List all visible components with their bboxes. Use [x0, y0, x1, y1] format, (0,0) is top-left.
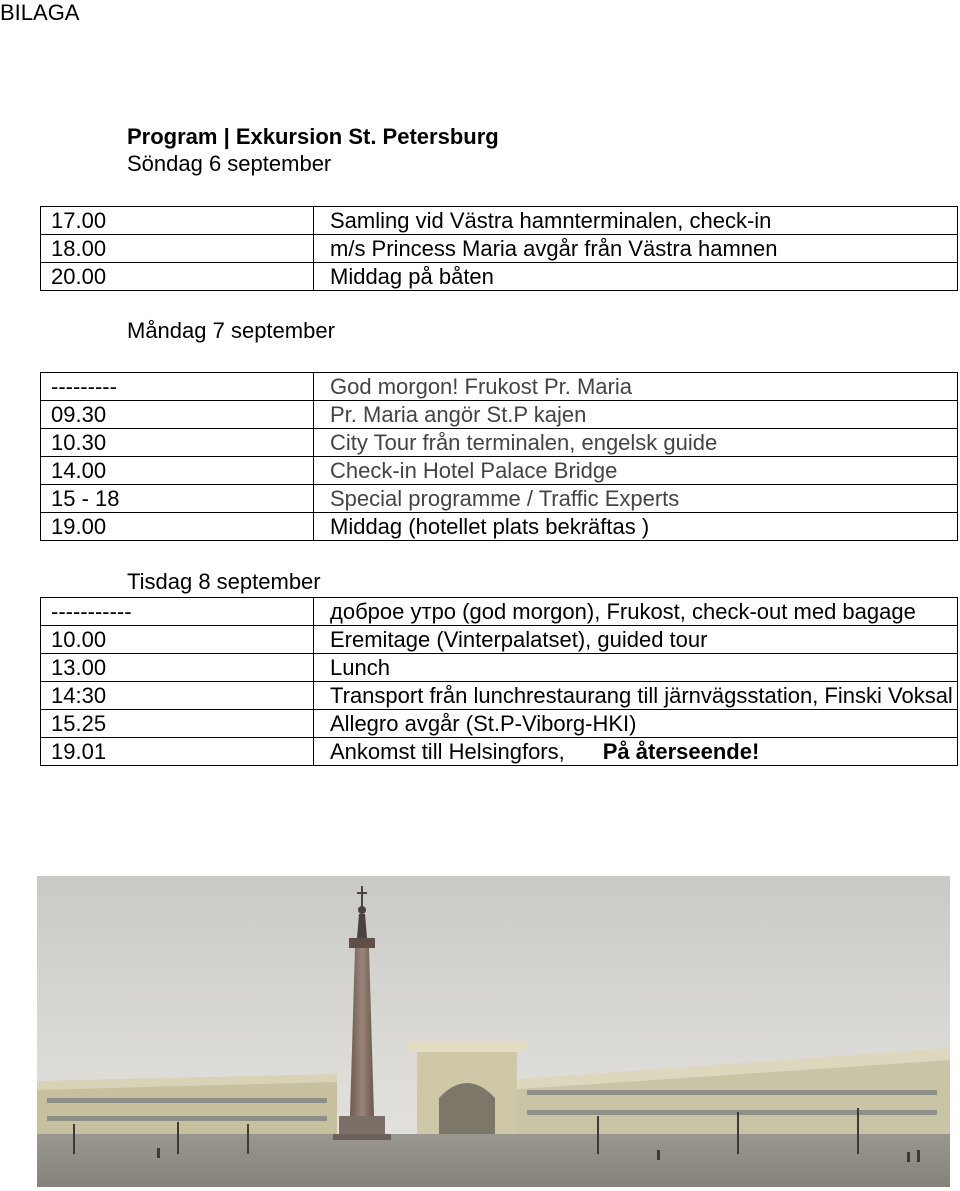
time-cell: 19.01 [41, 738, 314, 766]
activity-cell: God morgon! Frukost Pr. Maria [314, 373, 958, 401]
time-cell: 15.25 [41, 710, 314, 738]
table-row [41, 654, 958, 682]
table-row [41, 457, 958, 485]
palace-square-photo [37, 876, 950, 1187]
time-cell: 13.00 [41, 654, 314, 682]
table-row [41, 207, 958, 235]
table-row [41, 598, 958, 626]
time-cell: 17.00 [41, 207, 314, 235]
activity-cell: Lunch [314, 654, 958, 682]
table-row [41, 710, 958, 738]
activity-cell: Pr. Maria angör St.P kajen [314, 401, 958, 429]
activity-cell [314, 738, 958, 766]
table-row [41, 373, 958, 401]
time-cell: 20.00 [41, 263, 314, 291]
day-title-monday: Måndag 7 september [127, 318, 335, 343]
activity-cell: Transport från lunchrestaurang till järnvägsstation, Finski Voksal [314, 682, 958, 710]
activity-cell: Samling vid Västra hamnterminalen, check-in [314, 207, 958, 235]
time-cell: 18.00 [41, 235, 314, 263]
time-cell: ----------- [41, 598, 314, 626]
table-row [41, 513, 958, 541]
table-row [41, 485, 958, 513]
table-row [41, 626, 958, 654]
activity-cell: Check-in Hotel Palace Bridge [314, 457, 958, 485]
activity-cell: m/s Princess Maria avgår från Västra hamnen [314, 235, 958, 263]
schedule-table-tuesday [40, 597, 958, 766]
time-cell: 10.00 [41, 626, 314, 654]
table-row [41, 235, 958, 263]
document-label: BILAGA [0, 0, 80, 25]
table-row [41, 429, 958, 457]
program-title: Program | Exkursion St. Petersburg [127, 124, 499, 149]
activity-cell: Special programme / Traffic Experts [314, 485, 958, 513]
day-title-tuesday: Tisdag 8 september [127, 569, 321, 594]
alexander-column-image [37, 876, 950, 1187]
activity-cell: Eremitage (Vinterpalatset), guided tour [314, 626, 958, 654]
schedule-table-sunday [40, 206, 958, 291]
time-cell: 14.00 [41, 457, 314, 485]
time-cell: 19.00 [41, 513, 314, 541]
table-row [41, 263, 958, 291]
time-cell: --------- [41, 373, 314, 401]
activity-cell: City Tour från terminalen, engelsk guide [314, 429, 958, 457]
schedule-table-monday [40, 372, 958, 541]
activity-cell: Middag (hotellet plats bekräftas ) [314, 513, 958, 541]
time-cell: 14:30 [41, 682, 314, 710]
table-row [41, 738, 958, 766]
time-cell: 09.30 [41, 401, 314, 429]
table-row [41, 401, 958, 429]
table-row [41, 682, 958, 710]
activity-cell: Middag på båten [314, 263, 958, 291]
time-cell: 15 - 18 [41, 485, 314, 513]
activity-cell: доброе утро (god morgon), Frukost, check-out med bagage [314, 598, 958, 626]
activity-text: Ankomst till Helsingfors, [330, 739, 565, 764]
time-cell: 10.30 [41, 429, 314, 457]
activity-cell: Allegro avgår (St.P-Viborg-HKI) [314, 710, 958, 738]
farewell-text: På återseende! [602, 739, 760, 764]
day-title-sunday: Söndag 6 september [127, 151, 332, 176]
